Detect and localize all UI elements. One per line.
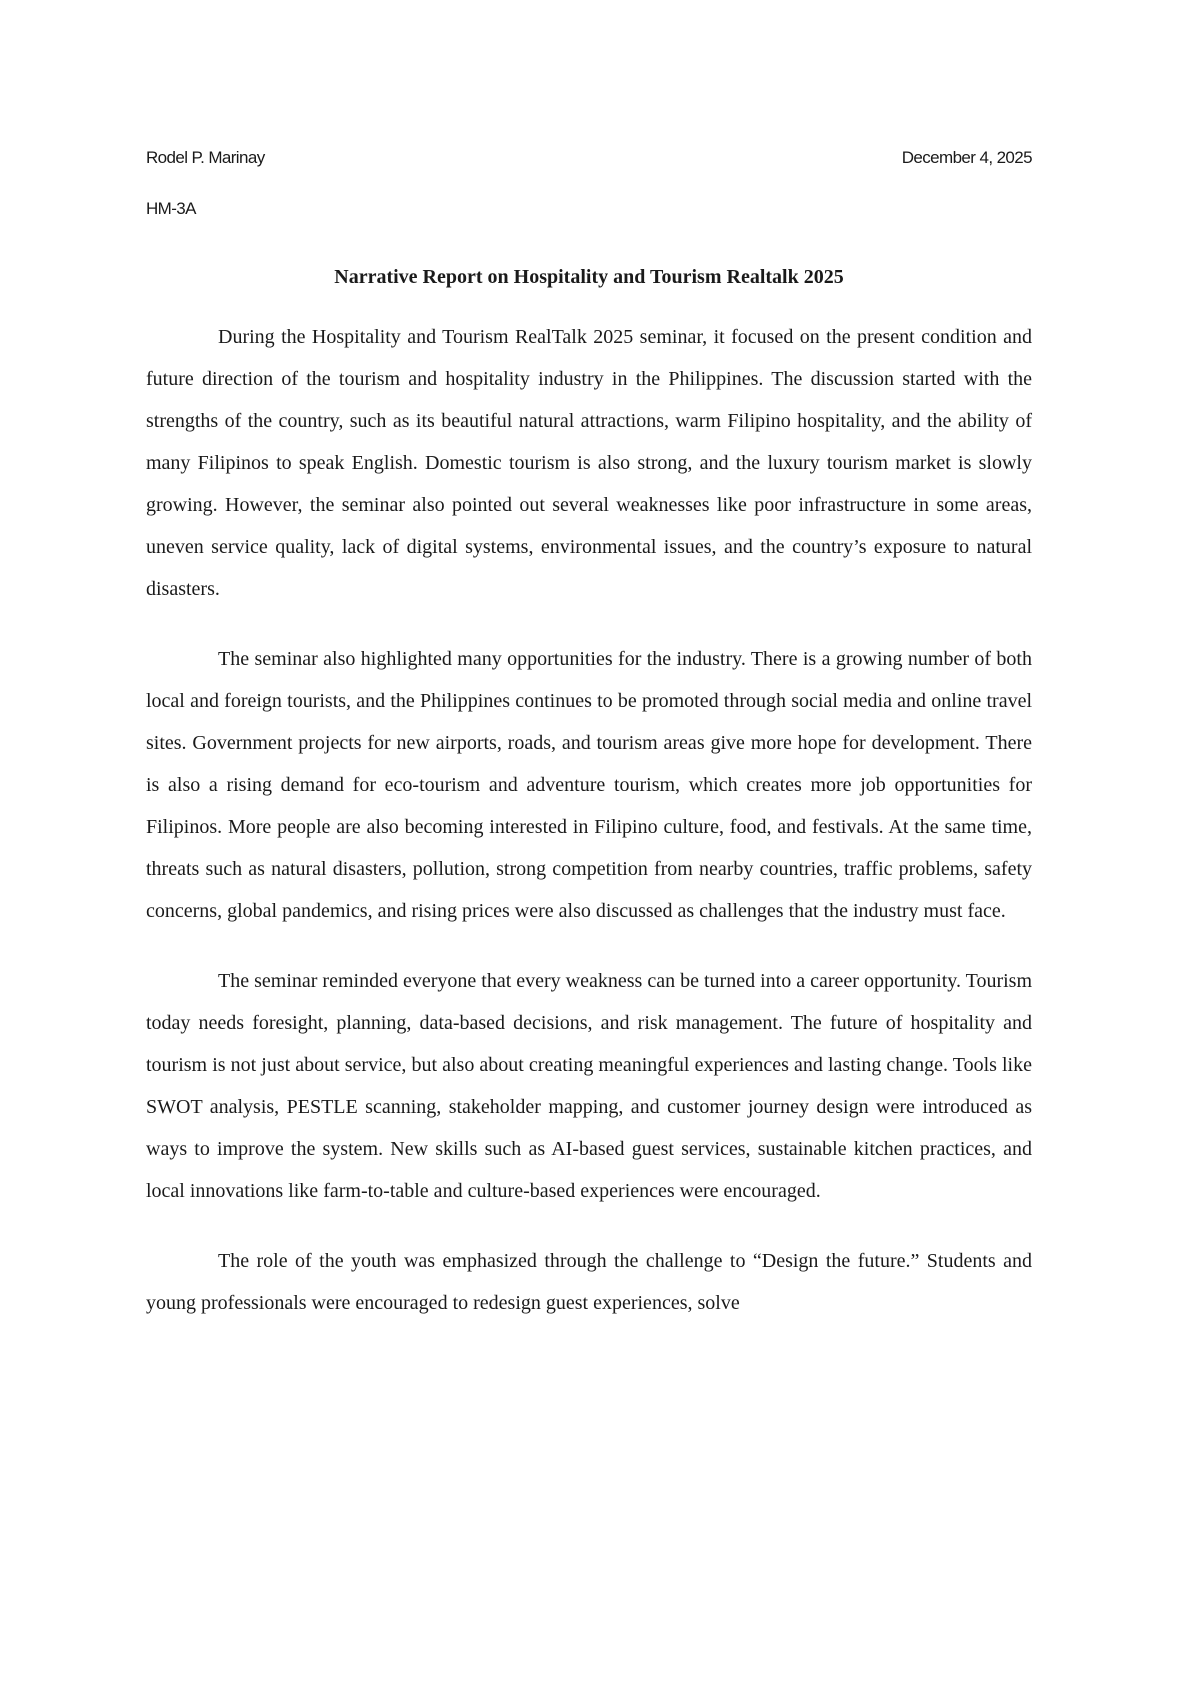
- paragraph: The seminar also highlighted many opportunities for the industry. There is a growing number of both local and foreign tourists, and the Philippines continues to be promoted through social media and online travel sites. Government projects for new airports, roads, and tourism areas give more hope for development. There is also a rising demand for eco-tourism and adventure tourism, which creates more job opportunities for Filipinos. More people are also becoming interested in Filipino culture, food, and festivals. At the same time, threats such as natural disasters, pollution, strong competition from nearby countries, traffic problems, safety concerns, global pandemics, and rising prices were also discussed as challenges that the industry must face.: [146, 648, 1032, 922]
- paragraph: The seminar reminded everyone that every weakness can be turned into a career opportunity. Tourism today needs foresight, planning, data-based decisions, and risk management. The future of hospitality and tourism is not just about service, but also about creating meaningful experiences and lasting change. Tools like SWOT analysis, PESTLE scanning, stakeholder mapping, and customer journey design were introduced as ways to improve the system. New skills such as AI-based guest services, sustainable kitchen practices, and local innovations like farm-to-table and culture-based experiences were encouraged.: [146, 970, 1032, 1202]
- document-date: December 4, 2025: [901, 148, 1032, 167]
- paragraph: The role of the youth was emphasized through the challenge to “Design the future.” Students and young professionals were encouraged to redesign guest experiences, solve: [146, 1250, 1032, 1314]
- document-body: [146, 316, 1032, 1352]
- document-title: Narrative Report on Hospitality and Tourism Realtalk 2025: [334, 266, 844, 288]
- author-name: Rodel P. Marinay: [146, 148, 265, 167]
- document-header: [146, 146, 1032, 170]
- class-section: HM-3A: [146, 199, 196, 218]
- paragraph: During the Hospitality and Tourism RealTalk 2025 seminar, it focused on the present condition and future direction of the tourism and hospitality industry in the Philippines. The discussion started with the strengths of the country, such as its beautiful natural attractions, warm Filipino hospitality, and the ability of many Filipinos to speak English. Domestic tourism is also strong, and the luxury tourism market is slowly growing. However, the seminar also pointed out several weaknesses like poor infrastructure in some areas, uneven service quality, lack of digital systems, environmental issues, and the country’s exposure to natural disasters.: [146, 326, 1032, 600]
